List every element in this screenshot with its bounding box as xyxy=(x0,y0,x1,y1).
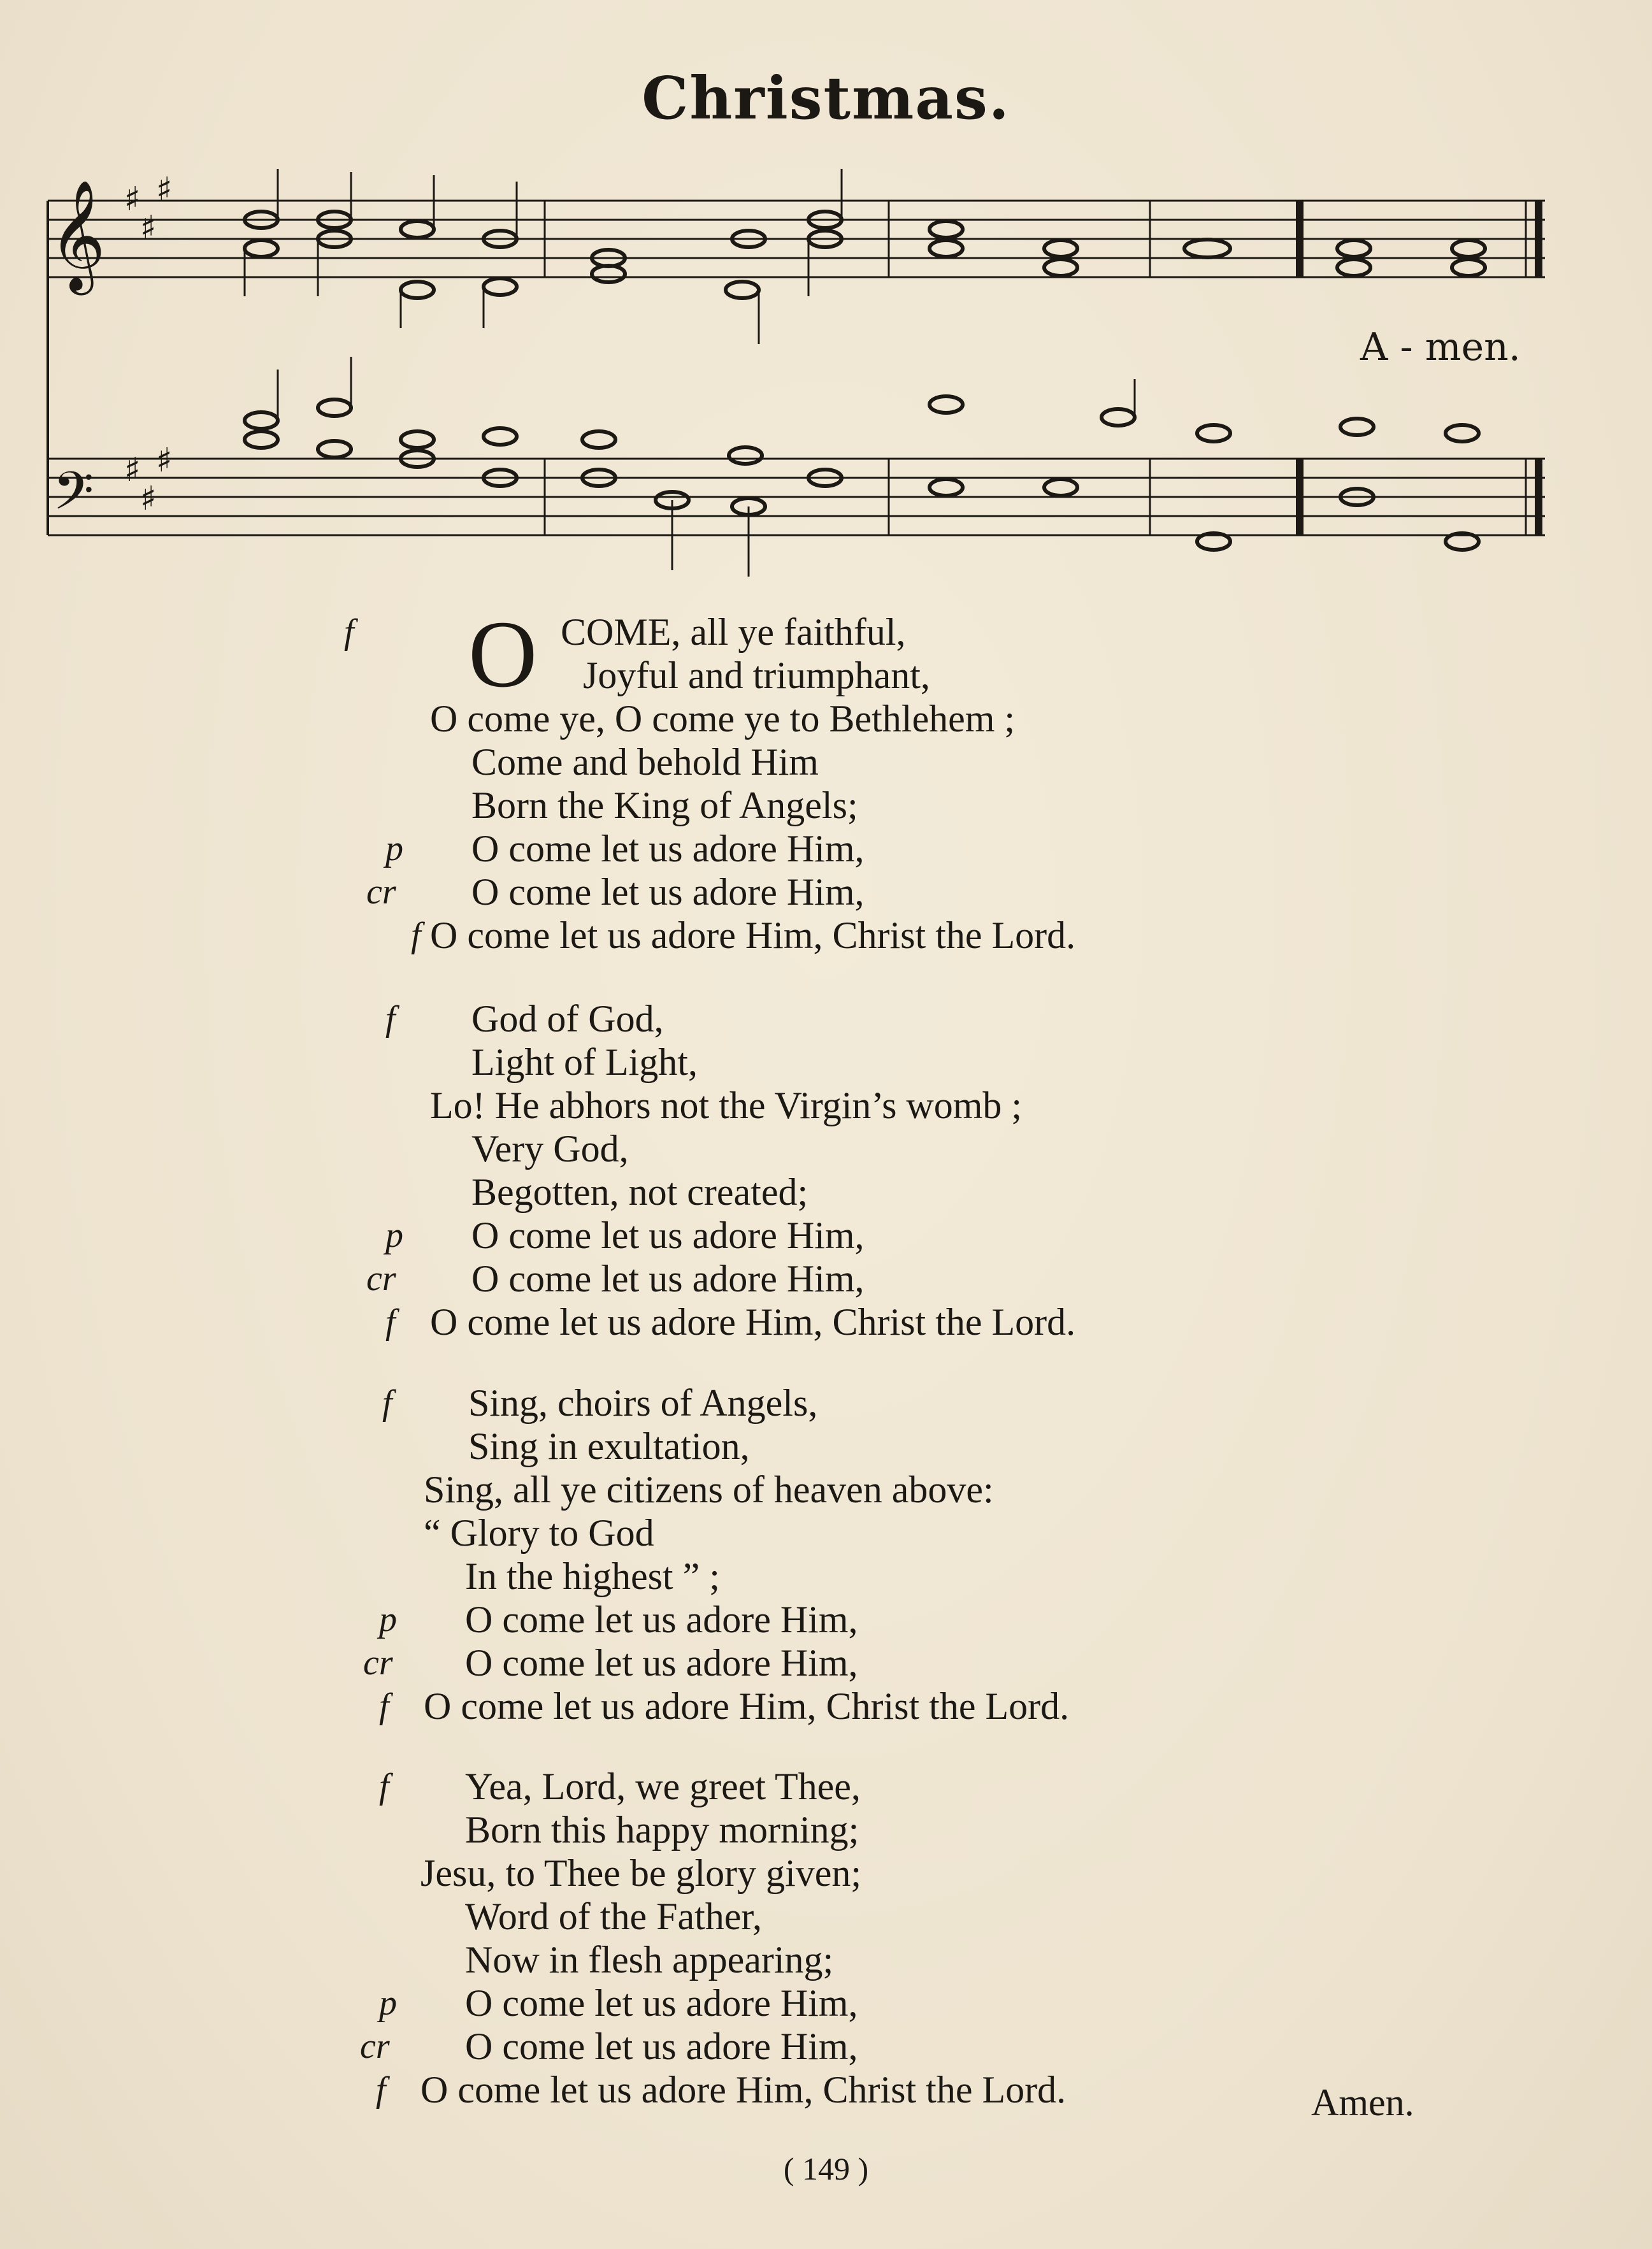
treble-stems xyxy=(245,169,842,344)
verse-text: O come let us adore Him, xyxy=(471,1214,865,1256)
dynamic-mark: p xyxy=(379,1600,397,1639)
amen-ending: Amen. xyxy=(1311,2081,1414,2123)
svg-text:♯: ♯ xyxy=(124,451,141,489)
dynamic-mark: f xyxy=(382,1383,392,1423)
verse-text: Sing, choirs of Angels, xyxy=(468,1382,818,1424)
verse-line xyxy=(344,1170,1427,1214)
dynamic-mark: f xyxy=(379,1767,389,1806)
page-number: ( 149 ) xyxy=(783,2151,869,2187)
verse-line xyxy=(344,1598,1427,1641)
verse-line xyxy=(344,1808,1427,1851)
svg-text:♯: ♯ xyxy=(140,480,157,518)
bass-notes xyxy=(245,396,1479,550)
verse-text: Now in flesh appearing; xyxy=(465,1939,834,1981)
verse-text: O come let us adore Him, Christ the Lord. xyxy=(430,914,1076,956)
verse-line xyxy=(344,997,1427,1040)
dynamic-mark: f xyxy=(379,1686,389,1726)
music-score xyxy=(35,137,1564,583)
verse-text: Joyful and triumphant, xyxy=(583,654,930,696)
dynamic-mark: f xyxy=(344,612,354,652)
dynamic-mark: p xyxy=(385,1216,403,1255)
svg-text:♯: ♯ xyxy=(156,171,173,209)
dynamic-mark: f xyxy=(385,1302,396,1342)
verse-text: O come let us adore Him, xyxy=(471,871,865,913)
verse-text: Lo! He abhors not the Virgin’s womb ; xyxy=(430,1084,1023,1126)
verse-text: O come let us adore Him, Christ the Lord. xyxy=(424,1685,1070,1727)
dynamic-mark: f xyxy=(385,999,396,1038)
verse-line xyxy=(344,2025,1427,2068)
verse-text: O come let us adore Him, xyxy=(465,1599,858,1641)
verse-text: COME, all ye faithful, xyxy=(561,611,906,653)
verse-4 xyxy=(344,1765,1427,2111)
verse-line xyxy=(344,654,1427,697)
verse-text: O come let us adore Him, xyxy=(465,2025,858,2067)
verse-line xyxy=(344,1555,1427,1598)
key-signature-bass xyxy=(124,442,172,518)
verse-line xyxy=(344,697,1427,740)
verse-text: O come let us adore Him, xyxy=(465,1642,858,1684)
verse-text: In the highest ” ; xyxy=(465,1555,720,1597)
verse-line xyxy=(344,1641,1427,1685)
verse-text: Yea, Lord, we greet Thee, xyxy=(465,1765,861,1807)
verse-line xyxy=(344,784,1427,827)
verse-text: “ Glory to God xyxy=(424,1512,654,1554)
key-signature-treble xyxy=(124,171,172,247)
verse-line xyxy=(344,914,1427,957)
verse-line xyxy=(344,2068,1427,2111)
verse-line xyxy=(344,740,1427,784)
bass-clef-icon: 𝄢 xyxy=(53,460,94,535)
verse-text: O come let us adore Him, Christ the Lord. xyxy=(420,2069,1067,2111)
verse-line xyxy=(344,1851,1427,1895)
page-title: Christmas. xyxy=(642,64,1010,133)
dynamic-mark: p xyxy=(385,829,403,868)
verse-3 xyxy=(344,1381,1427,1728)
dynamic-mark: cr xyxy=(363,1643,393,1683)
verse-text: O come let us adore Him, Christ the Lord. xyxy=(430,1301,1076,1343)
verse-line xyxy=(344,1127,1427,1170)
dynamic-mark: cr xyxy=(366,1259,396,1298)
bass-staff xyxy=(48,459,1545,535)
verse-text: Begotten, not created; xyxy=(471,1171,808,1213)
verse-text: Very God, xyxy=(471,1128,629,1170)
verse-text: O come let us adore Him, xyxy=(471,828,865,870)
verse-line xyxy=(344,1685,1427,1728)
svg-text:♯: ♯ xyxy=(124,180,141,219)
verse-line xyxy=(344,1468,1427,1511)
verse-line xyxy=(344,1040,1427,1084)
verse-line xyxy=(344,1214,1427,1257)
verse-line xyxy=(344,1895,1427,1938)
verse-text: O come let us adore Him, xyxy=(471,1258,865,1300)
verse-text: O come ye, O come ye to Bethlehem ; xyxy=(430,698,1016,740)
verse-text: Jesu, to Thee be glory given; xyxy=(420,1852,862,1894)
verse-line xyxy=(344,1938,1427,1981)
verse-text: O come let us adore Him, xyxy=(465,1982,858,2024)
verse-text: God of God, xyxy=(471,998,664,1040)
verse-line xyxy=(344,1765,1427,1808)
verse-text: Sing in exultation, xyxy=(468,1425,750,1467)
dynamic-mark: f xyxy=(411,916,421,955)
verse-1 xyxy=(344,601,1427,957)
amen-label: A - men. xyxy=(1360,325,1521,370)
verse-text: Come and behold Him xyxy=(471,741,819,783)
dynamic-mark: cr xyxy=(360,2027,390,2066)
verse-line xyxy=(344,1300,1427,1344)
verse-text: Born this happy morning; xyxy=(465,1809,859,1851)
verse-2 xyxy=(344,997,1427,1344)
dynamic-mark: f xyxy=(376,2070,386,2109)
verse-line xyxy=(344,1425,1427,1468)
verse-text: Born the King of Angels; xyxy=(471,784,858,826)
drop-cap: O xyxy=(468,601,538,707)
dynamic-mark: cr xyxy=(366,872,396,912)
verse-line xyxy=(344,1381,1427,1425)
verse-line xyxy=(344,1257,1427,1300)
svg-text:♯: ♯ xyxy=(156,442,173,480)
verse-text: Word of the Father, xyxy=(465,1895,762,1937)
verse-line xyxy=(344,870,1427,914)
dynamic-mark: p xyxy=(379,1983,397,2023)
verse-text: Sing, all ye citizens of heaven above: xyxy=(424,1469,994,1511)
verse-text: Light of Light, xyxy=(471,1041,698,1083)
verse-line xyxy=(344,1084,1427,1127)
verse-line xyxy=(344,827,1427,870)
verse-line xyxy=(344,1981,1427,2025)
svg-text:♯: ♯ xyxy=(140,209,157,247)
treble-clef-icon: 𝄞 xyxy=(49,180,106,291)
verse-line xyxy=(344,1511,1427,1555)
